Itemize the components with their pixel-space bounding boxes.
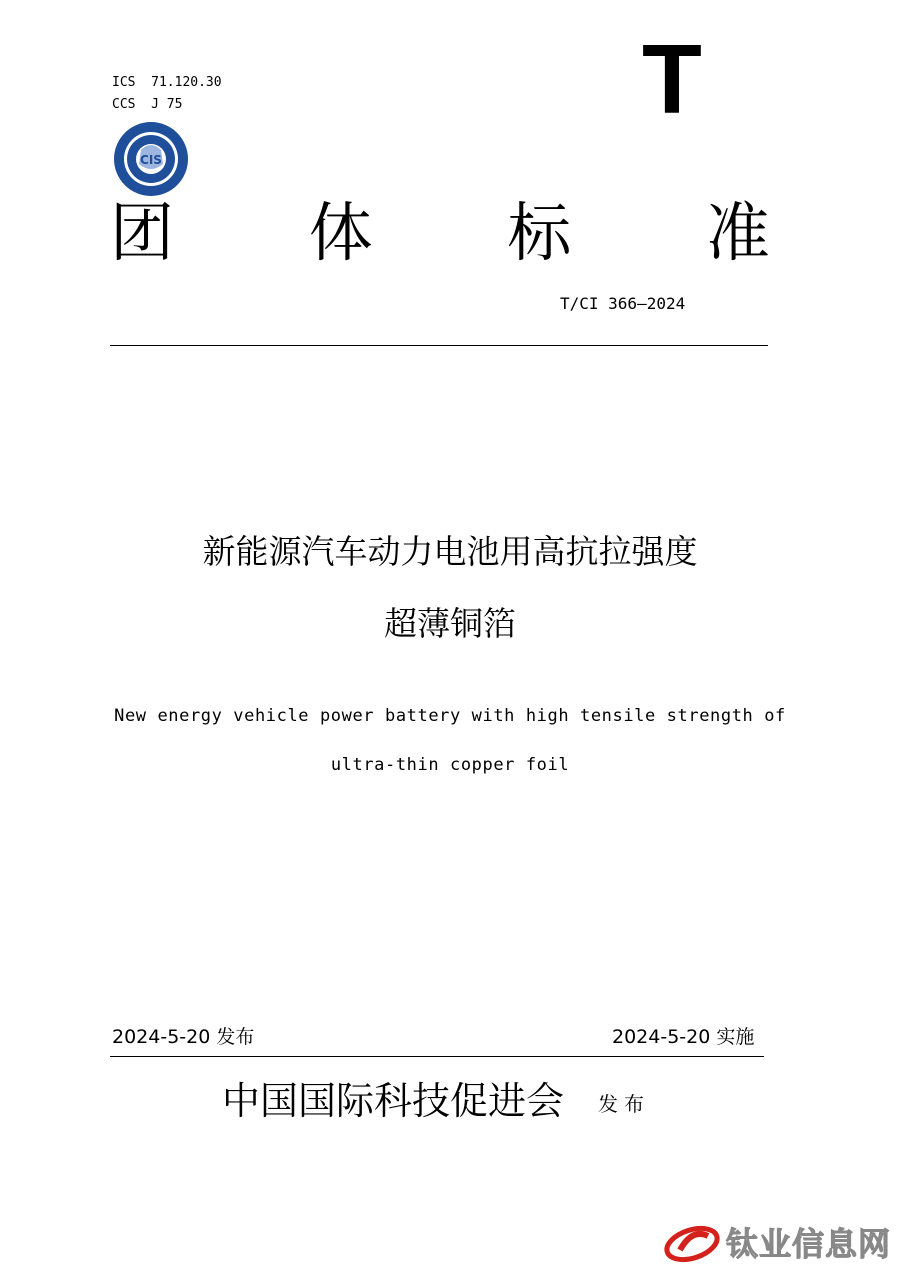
cis-logo xyxy=(107,120,195,198)
implementation-date: 2024-5-20 实施 xyxy=(612,1026,755,1048)
title-char-4: 准 xyxy=(705,197,770,271)
svg-text:CIS: CIS xyxy=(140,153,162,167)
site-watermark xyxy=(662,1216,898,1268)
title-char-2: 体 xyxy=(308,197,373,271)
standard-category-letter: T xyxy=(642,24,702,134)
publisher-suffix: 发布 xyxy=(598,1092,650,1116)
zh-title-line1: 新能源汽车动力电池用高抗拉强度 xyxy=(202,532,698,571)
en-title-line1: New energy vehicle power battery with high tensile strength of xyxy=(114,706,786,726)
title-char-1: 团 xyxy=(110,197,174,271)
classification-codes xyxy=(112,72,222,116)
ccs-code: CCS J 75 xyxy=(112,97,183,112)
publisher-name: 中国国际科技促进会 xyxy=(222,1079,565,1123)
cis-seal-icon xyxy=(107,120,195,198)
header-divider xyxy=(110,345,768,346)
en-title-line2: ultra-thin copper foil xyxy=(330,755,570,775)
standard-number: T/CI 366—2024 xyxy=(560,294,686,313)
issue-date: 2024-5-20 发布 xyxy=(112,1026,255,1048)
zh-title-line2: 超薄铜箔 xyxy=(384,604,516,643)
title-char-3: 标 xyxy=(507,197,572,271)
standard-type-title xyxy=(110,196,770,272)
ics-code: ICS 71.120.30 xyxy=(112,75,222,90)
watermark-logo-icon xyxy=(662,1220,722,1264)
watermark-text: 钛业信息网 xyxy=(726,1225,892,1263)
footer-divider xyxy=(110,1056,764,1057)
